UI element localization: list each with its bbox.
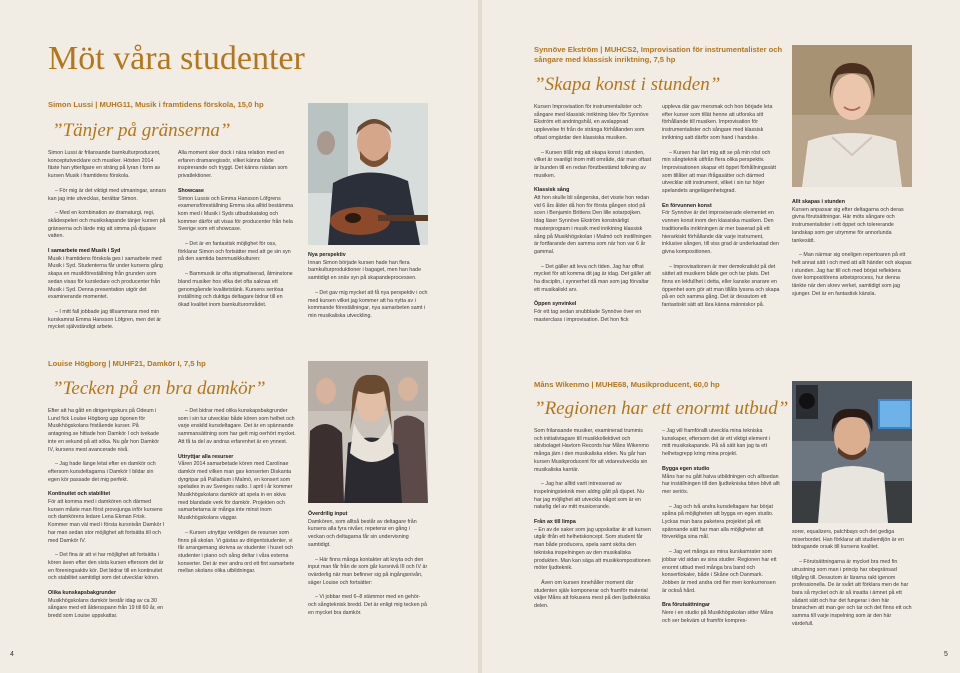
paragraph: uppleva där gav mersmak och hon började leta efter kurser som tillät henne att utforska sitt förhållande till musiken. Improvisation för instrumentalister och sångare med klassisk inriktning satt därför som hand i handske. (662, 104, 773, 141)
synnove-column-2 (662, 104, 780, 317)
subheading: Överdrilig input (308, 511, 348, 517)
paragraph: Innan Simon började kursen hade han flera barnkulturproduktioner i bagaget, men han hade samtidigt en snäv syn på skapandeprocessen. (308, 259, 422, 282)
paragraph: – Det bidrar med olika kunskapsbakgrunder som i sin tur utvecklar både kören som helhet och varje enskild kursdeltagare. Det är en spännande sammansättning som har gett mig oerhört mycket. Att få ta del av andras erfarenhet är en ynnest. (178, 408, 296, 445)
paragraph: – Det gav mig mycket att få nya perspektiv i och med kursen vilket jag kommer att ha nytta av i kommande föreställningar, nya samarbeten samt i min musikaliska utveckling. (308, 289, 428, 319)
mans-column-3 (792, 529, 912, 635)
subheading: Klassisk sång (534, 187, 570, 194)
synnove-column-3 (792, 199, 912, 305)
mans-column-2 (662, 428, 780, 632)
paragraph: Våren 2014 samarbetade kören med Carolinae damkör med vilken man gav konserten Diskanta dyrgripar på Palladium i Malmö, en konsert som spelades in av Sveriges radio. I april i år kommer Musikhögskolans damkör att spela in en skiva med blandade verk för damkör. Projekten och samarbetarna är många inte minst inom Musikhögskolans väggar. (178, 461, 293, 522)
page-number-left: 4 (10, 651, 14, 658)
synnove-quote: ”Skapa konst i stunden” (534, 74, 721, 95)
subheading: Allt skapas i stunden (792, 199, 845, 205)
paragraph: – Jag vill framförallt utveckla mina tekniska kunskaper, eftersom det är ett viktigt element i mitt musikskapande. På så sätt kan jag ta ett helhetsgrepp kring mina projekt. (662, 428, 771, 458)
subheading: Öppen synvinkel (534, 301, 577, 308)
louise-column-1 (48, 408, 166, 628)
paragraph: Musikhögskolans damkör består idag av ca 30 sångare med ett åldersspann från 19 till 60 år, en bredd som Louise uppskattar. (48, 597, 164, 620)
left-page (0, 0, 478, 673)
right-page (482, 0, 960, 673)
paragraph: – Jag har alltid varit intresserad av inspelningsteknik men aldrig gått på djupet. Nu har jag möjlighet att utveckla något som är en naturlig del av mitt musicerande. (534, 481, 644, 511)
simon-column-3 (308, 252, 428, 328)
simon-byline: Simon Lussi | MUHG11, Musik i framtidens förskola, 15,0 hp (48, 100, 264, 109)
paragraph: – Barnmusik är ofta stigmatiserad, åtminstone bland musiker hos vilka det ofta saknas ett genomgående kvalitetstänk. Kursens seriösa inställning och duktiga deltagare bidrar till en ökad kvalitet inom barnkulturområdet. (178, 271, 293, 308)
louise-quote: ”Tecken på en bra damkör” (52, 378, 266, 399)
paragraph: Alla moment sker dock i nära relation med en erfaren dramaregissör, vilket känns både inspirerande och tryggt. Det känns nästan som privatlektioner. (178, 150, 288, 180)
paragraph: – Kursen utnyttjar verkligen de resurser som finns på skolan. Vi gästas av dirigentstudenter, vi får arrangemang skrivna av studenter i huset och studenter i piano och sång deltar i våra externa konserter. Det är mer andra ord ett fint samarbete mellan skolans olika utbildningar. (178, 529, 295, 575)
paragraph: – Kursen har lärt mig att se på min röst och min sångteknik utifrån flera olika perspektiv. Improvisationen skapar ett öppet förhållningssätt som tillåter att man ifrågasätter och därmed utvecklar sitt instrument, vilket i sin tur höjer spelandets angelägenhetsgrad. (662, 149, 776, 195)
simon-column-2 (178, 150, 294, 317)
synnove-column-1 (534, 104, 652, 332)
simon-column-1 (48, 150, 166, 339)
subheading: Från ax till limpa (534, 519, 576, 526)
paragraph: – Förutsättningarna är mycket bra med fin utrustning som man i princip har obegränsad tillgång till. Dessutom är lärarna rakt igenom professionella. De är svårt att förklara men de har bara så mycket och är så insatta i ämnet på ett sådant sätt och hur det fungerar i den här branschen att man ger och tar och det finns ett och samma till varje inspelning som är den här värdefull. (792, 559, 912, 627)
subheading: Kontinuitet och stabilitet (48, 491, 111, 498)
subheading: Showcase (178, 187, 204, 194)
paragraph: För Synnöve är det improviserade elementet en vunnen konst inom den klassiska musiken. Den traditionella inriktningen är mer baserad på ett hierarkiskt förhållande där varje instrument, inklusive sången, till viss grad är underkastad den givna kompositionen. (662, 210, 779, 255)
paragraph: – Jag hade länge letat efter en damkör och eftersom kursdeltagarna i Damkör I bildar sin egen kör passade det mig perfekt. (48, 461, 156, 483)
paragraph: Även om kursen innehåller moment där studenten själv komponerar och framför material väljer Måns att fokusera mest på den ljudtekniska delen. (534, 579, 651, 610)
mans-quote: ”Regionen har ett enormt utbud” (534, 398, 789, 419)
paragraph: Kursen anpassar sig efter deltagarna och deras givna förutsättningar. Här möts sångare och instrumentalister i ett öppet och tolererande landskap som ger utrymme för annorlunda tankesätt. (792, 206, 904, 244)
paragraph: – Jag vet många av mina kurskamrater som jobbar vid sidan av sina studier. Regionen har ett enormt utbud med många bra band och konsertlokaler, både i Skåne och Danmark. Jobben är med andra ord fler men konkurrensen är också hård. (662, 549, 777, 594)
paragraph: Som frilansande musiker, examinerad trummis och initiativtagare till musikkollektivet och skivbolaget Havtorn Records har Måns Wikenmo många järn i den musikaliska elden. Nu går han kursen Musikproducent för att vidareutveckla sin musikaliska karriär. (534, 428, 649, 473)
synnove-byline-line1: Synnöve Ekström | MUHCS2, Improvisation för instrumentalister och (534, 45, 783, 54)
paragraph: Damkören, som alltså består av deltagare från kursens alla fyra nivåer, repeterar en gång i veckan och deltagarna får sin undervisning samtidigt. (308, 518, 417, 548)
paragraph: – Med en kombination av dramaturgi, regi, skådespeleri och musikskapande tänjer kursen på gränserna och lärde mig att simma på djupare vatten. (48, 210, 166, 240)
subheading: Bygga egen studio (662, 465, 710, 472)
paragraph: Efter att ha gått en dirigeringskurs på Odeum i Lund fick Louise Högborg upp ögonen för Musikhögskolans fristående kurser. På antagning.se hittade hon Damkör I och tvekade inte en sekund på att söka. Nu går hon Damkör IV, kursens mest avancerade nivå. (48, 408, 160, 453)
simon-photo (308, 103, 428, 245)
paragraph: – Vi jobbar med 6–8 stämmor med en gehör- och sångteknisk bredd. Det är enligt mig tecken på en mycket bra damkör. (308, 594, 427, 616)
paragraph: Musik i framtidens förskola ges i samarbete med Musik i Syd. Studenterna får under kursens gång skapa en musikföreställning från grunden som sedan visas för kursledare och producenter från Musik i Syd. Denna presentation utgör det examinerande momentet. (48, 255, 163, 301)
paragraph: – Improvisationen är mer demokratiskt på det sättet att musikern både ger och tar plats. Det finns en lekfullhet i detta, eller kanske snarare en öppenhet som gör att man tillåts lyssna och skapa på en och samma gång. Det är dessutom ett fantastiskt sätt att lära känna människor på. (662, 263, 780, 309)
paragraph: – Det gäller att leva och tiden. Jag har offrat mycket för att komma dit jag är idag. Det gäller att ha disciplin, i synnerhet då man som jag förvaltar ett musikaliskt arv. (534, 263, 651, 293)
paragraph: – I mitt fall jobbade jag tillsammans med min kurskamrat Emma Hansson Löfgren, men det är mycket självständigt arbete. (48, 308, 162, 331)
subheading: Bra förutsättningar (662, 602, 710, 609)
mans-photo (792, 381, 912, 523)
subheading: Uttryttjar alla resurser (178, 453, 234, 460)
paragraph: Simon Lussi är frilansande barnkulturproducent, konceptutvecklare och musiker. Hösten 2014 fäste han ytterligare en sträng på lyran i form av kursen Musik i framtidens förskola. (48, 150, 161, 180)
paragraph: Kursen Improvisation för instrumentalister och sångare med klassisk inriktning blev för Synnöve Ekström ett andningshål, en avslappnad upplevelse fri från de stränga förhållanden som oftast omgärdar den klassiska musiken. (534, 104, 649, 141)
paragraph: För ett tag sedan snubblade Synnöve över en masterclass i improvisation. Det hon fick (534, 309, 642, 323)
simon-quote: ”Tänjer på gränserna” (52, 120, 231, 141)
louise-photo (308, 361, 428, 503)
paragraph: – Det är en fantastisk möjlighet för oss, förklarar Simon och fortsätter med att ge sin syn på den samtida barnmusikkulturen: (178, 241, 291, 263)
synnove-byline-line2: sångare med klassisk inriktning, 7,5 hp (534, 55, 676, 64)
paragraph: – Kursen tillåt mig att skapa konst i stunden, vilket är ovanligt inom mitt område, där man oftast är bunden till en redan förutbestämd tolkning av musiken. (534, 149, 652, 179)
synnove-photo (792, 45, 912, 187)
paragraph: – En av de saker som jag uppskattar är att kursen utgår ifrån ett helhetskoncept. Som student får man både producera, spela samt sköta den tekniska inspelningen av den musikaliska produkten. Man kan säga att musikkompositionen möter ljudteknik. (534, 526, 651, 572)
louise-column-3 (308, 511, 428, 624)
louise-column-2 (178, 408, 296, 583)
page-title: Möt våra studenter (48, 40, 305, 77)
paragraph: – Man närmar sig oneligen repertoaren på ett helt annat sätt i och med att allt händer och skapas i stunden. Jag har till och med börjat reflektera över kompositörens arbetsprocess, hur denna tänkte när den skrev verket, samtidigt som jag sjunger. Det är en fantastisk känsla. (792, 252, 912, 297)
subheading: Nya perspektiv (308, 252, 346, 258)
paragraph: – Det fina är att vi har möjlighet att fortsätta i kören även efter den sista kursen eftersom det är en föreningsaktiv kör. Det bidrar till en kontinuitet och stabilitet samtidigt som det utvecklar kören. (48, 552, 164, 582)
paragraph: Måns har nu gått halva utbildningen och alltsedan har inställningen till den ljudtekniska biten blivit allt mer seriös. (662, 473, 780, 495)
paragraph: Att hon skulle bli sångerska, det visste hon redan vid 6 års ålder då hon för första gången stod på scen i Benjamin Brittens Den lille sotarpojken. Idag läser Synnöve Ekström konstnärligt masterprogram i musik med inriktning klassisk sång på Musikhögskolan i Malmö och instillningen är fortfarande den samma som när hon var 6 år gammal. (534, 195, 652, 255)
subheading: Olika kunskapsbakgrunder (48, 590, 117, 597)
subheading: En förvunnen konst (662, 202, 712, 209)
subheading: I samarbete med Musik i Syd (48, 248, 121, 255)
page-number-right: 5 (944, 651, 948, 658)
paragraph: Nere i en studio på Musikhögskolan sitter Måns och ser bekväm ut framför kompres- (662, 610, 774, 624)
paragraph: – Jag och två andra kursdeltagare har börjat spåna på möjligheten att bygga en egen studio. Lyckas man bara paketera projektet på ett spännande sätt har man alla möjligheter att förverkliga sina mål. (662, 503, 774, 541)
paragraph: Simon Lussis och Emma Hansson Löfgrens examensföreställning Emma ska alltid bestämma kom med i Musik i Syds utbudskatalog och kommer därför att visas för producenter från hela Sverige som ett showcase. (178, 195, 294, 233)
paragraph: För att komma med i damkören och därmed kursen måste man först provsjunga inför kursens och damkörens ledare Lena Ekman Frisk. Kommer man väl med i första kursnivån Damkör I har man sedan stor möjlighet att fortsätta till och med Damkör IV. (48, 499, 165, 544)
paragraph: sorer, equalizers, patchbays och det gediga mixerbordet. Han förklarar att studiemiljön är en bidragande orsak till kursens kvalitet. (792, 529, 904, 551)
mans-byline: Måns Wikenmo | MUHE68, Musikproducent, 60,0 hp (534, 380, 720, 389)
mans-column-1 (534, 428, 652, 618)
paragraph: – Här finns många kontakter att knyta och den input man får från de som går kursnivå III och IV är ovärderlig när man befinner sig på ingångsnivån, säger Louise och fortsätter: (308, 556, 428, 586)
louise-byline: Louise Högborg | MUHF21, Damkör I, 7,5 hp (48, 359, 206, 368)
paragraph: – För mig är det viktigt med utmaningar, annars kan jag inte utvecklas, berättar Simon. (48, 187, 166, 202)
